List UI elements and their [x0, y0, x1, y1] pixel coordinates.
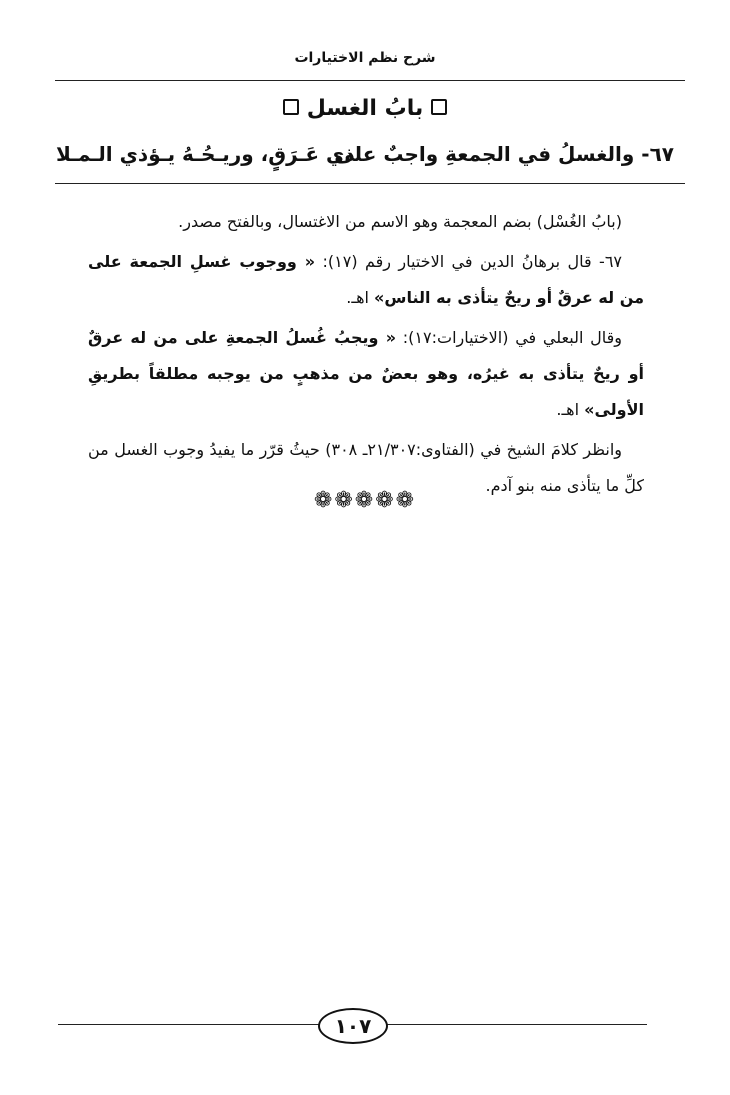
paragraph [88, 320, 644, 428]
paragraph-text: وقال البعلي في (الاختيارات:١٧): [396, 328, 623, 347]
paragraph-text: اهـ. [346, 288, 375, 307]
square-bullet-icon [431, 99, 447, 115]
chapter-heading [0, 96, 730, 121]
paragraph-text: (بابُ الغُسْل) بضم المعجمة وهو الاسم من الاغتسال، وبالفتح مصدر. [178, 212, 622, 231]
page-number: ١٠٧ [318, 1008, 388, 1044]
commentary-body [88, 204, 644, 508]
paragraph [88, 244, 644, 316]
header-rule [55, 80, 685, 81]
verse-line [56, 142, 674, 176]
paragraph [88, 204, 644, 240]
square-bullet-icon [283, 99, 299, 115]
footer-rule [58, 1024, 320, 1025]
ornament-divider-icon: ❁❁❁❁❁ [313, 488, 417, 513]
quotation: « ووجوب غسلِ الجمعة على من له عرقٌ أو ريحٌ يتأذى به الناس» [88, 252, 644, 307]
verse-hemistich-second: ذي عَـرَقٍ، وريـحُـهُ يـؤذي الـمـلا [56, 142, 355, 166]
running-head: شرح نظم الاختيارات [294, 50, 436, 66]
verse-rule [55, 183, 685, 184]
chapter-title: بابُ الغسل [306, 96, 424, 121]
paragraph-text: ٦٧- قال برهانُ الدين في الاختيار رقم (١٧): [315, 252, 622, 271]
verse-hemistich-first: ٦٧- والغسلُ في الجمعةِ واجبٌ على [334, 142, 674, 166]
quotation: « ويجبُ غُسلُ الجمعةِ على من له عرقٌ أو ريحٌ يتأذى به غيرُه، وهو بعضٌ من مذهبٍ من يوجبه مطلقاً بطريقِ الأولى» [88, 328, 644, 419]
paragraph-text: وانظر كلامَ الشيخ في (الفتاوى:٢١/٣٠٧ـ ٣٠٨) حيثُ قرّر ما يفيدُ وجوب الغسل من كلِّ ما يتأذى منه بنو آدم. [88, 440, 644, 495]
paragraph-text: اهـ. [556, 400, 585, 419]
footer-rule [385, 1024, 647, 1025]
